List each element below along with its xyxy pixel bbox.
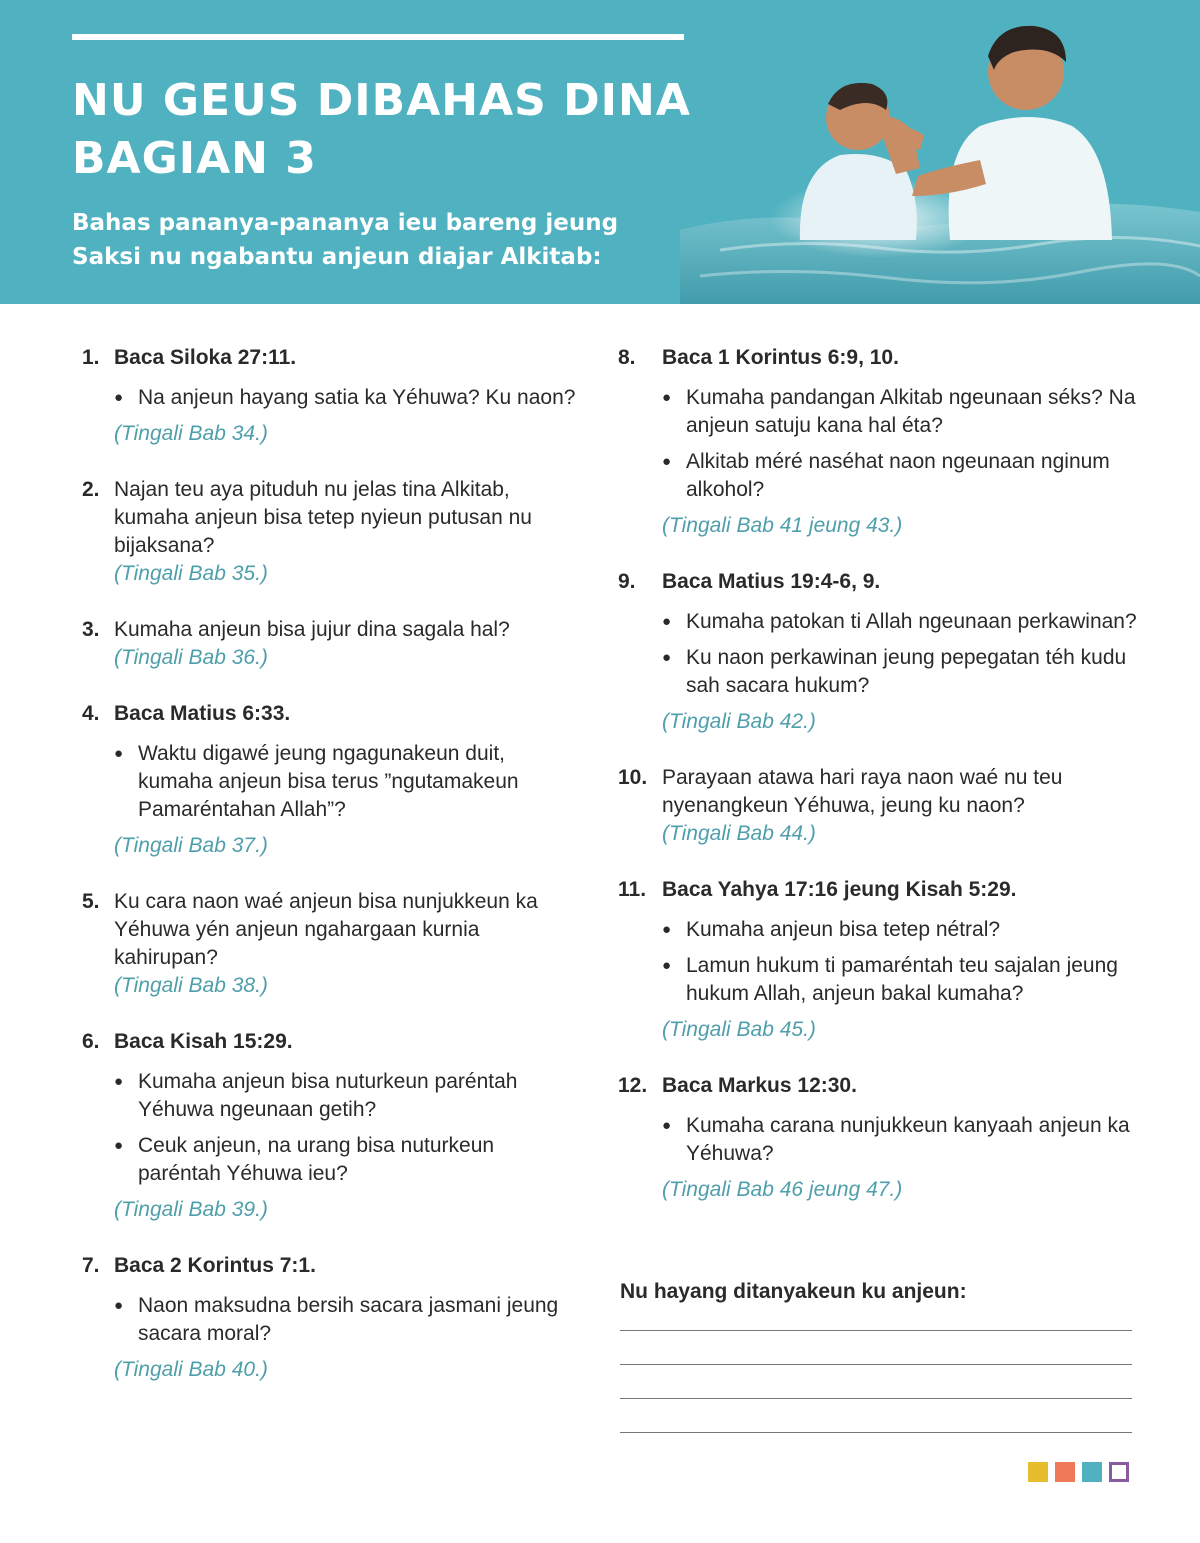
chapter-reference: (Tingali Bab 39.) [114, 1198, 268, 1221]
bullet-item: ● Ku naon perkawinan jeung pepegatan téh kudu sah sacara hukum? [662, 644, 1138, 700]
bullet-item: ● Naon maksudna bersih sacara jasmani jeung sacara moral? [114, 1292, 582, 1348]
bullet-item: ● Kumaha anjeun bisa tetep nétral? [662, 916, 1138, 944]
question-number: 10. [618, 766, 648, 789]
chapter-reference: (Tingali Bab 40.) [114, 1358, 268, 1381]
question-item [82, 616, 582, 672]
question-number: 9. [618, 570, 636, 593]
question-item [618, 876, 1138, 1044]
bullet-item: ● Kumaha patokan ti Allah ngeunaan perkawinan? [662, 608, 1138, 636]
question-number: 1. [82, 346, 100, 369]
chapter-reference: (Tingali Bab 41 jeung 43.) [662, 514, 903, 537]
question-text: Baca Yahya 17:16 jeung Kisah 5:29. [662, 878, 1017, 901]
teal-square-icon [1082, 1462, 1102, 1482]
purple-outline-square-icon [1109, 1462, 1129, 1482]
question-number: 11. [618, 878, 647, 901]
note-line[interactable] [620, 1330, 1132, 1331]
question-text: Baca Siloka 27:11. [114, 346, 297, 369]
bullet-list [114, 1292, 582, 1348]
notes-section [620, 1278, 1132, 1306]
chapter-reference: (Tingali Bab 37.) [114, 834, 268, 857]
note-line[interactable] [620, 1432, 1132, 1433]
notes-title: Nu hayang ditanyakeun ku anjeun: [620, 1280, 967, 1303]
question-item [618, 1072, 1138, 1204]
question-number: 7. [82, 1254, 100, 1277]
question-text: Najan teu aya pituduh nu jelas tina Alkitab, kumaha anjeun bisa tetep nyieun putusan nu bijaksana? [114, 478, 532, 557]
note-line[interactable] [620, 1364, 1132, 1365]
color-squares [1028, 1462, 1136, 1482]
question-text: Baca Matius 6:33. [114, 702, 291, 725]
chapter-reference: (Tingali Bab 44.) [662, 822, 816, 845]
bullet-list [662, 608, 1138, 700]
question-text: Baca 1 Korintus 6:9, 10. [662, 346, 899, 369]
title-line: BAGIAN 3 [72, 133, 317, 184]
question-number: 6. [82, 1030, 100, 1053]
chapter-reference: (Tingali Bab 36.) [114, 646, 268, 669]
question-text: Baca Matius 19:4-6, 9. [662, 570, 881, 593]
bullet-item: ● Kumaha carana nunjukkeun kanyaah anjeun ka Yéhuwa? [662, 1112, 1138, 1168]
baptism-illustration-icon [680, 0, 1200, 304]
bullet-item: ● Alkitab méré naséhat naon ngeunaan nginum alkohol? [662, 448, 1138, 504]
question-text: Baca 2 Korintus 7:1. [114, 1254, 316, 1277]
question-text: Baca Kisah 15:29. [114, 1030, 293, 1053]
question-text: Baca Markus 12:30. [662, 1074, 857, 1097]
question-text: Ku cara naon waé anjeun bisa nunjukkeun ka Yéhuwa yén anjeun ngahargaan kurnia kahirupan? [114, 890, 538, 969]
question-item [618, 568, 1138, 736]
question-item [82, 700, 582, 860]
bullet-list [662, 384, 1138, 504]
subtitle-line: Saksi nu ngabantu anjeun diajar Alkitab: [72, 244, 602, 270]
questions-left-column [82, 344, 582, 1412]
chapter-reference: (Tingali Bab 34.) [114, 422, 268, 445]
page-title [72, 72, 732, 188]
bullet-item: ● Kumaha pandangan Alkitab ngeunaan séks? Na anjeun satuju kana hal éta? [662, 384, 1138, 440]
yellow-square-icon [1028, 1462, 1048, 1482]
question-number: 2. [82, 478, 100, 501]
note-line[interactable] [620, 1398, 1132, 1399]
question-item [618, 344, 1138, 540]
subtitle-line: Bahas pananya-pananya ieu bareng jeung [72, 210, 619, 236]
page-subtitle [72, 206, 672, 274]
chapter-reference: (Tingali Bab 46 jeung 47.) [662, 1178, 903, 1201]
question-item [618, 764, 1138, 848]
question-number: 3. [82, 618, 100, 641]
question-number: 4. [82, 702, 100, 725]
question-number: 12. [618, 1074, 648, 1097]
bullet-list [114, 1068, 582, 1188]
bullet-list [662, 1112, 1138, 1168]
bullet-item: ● Waktu digawé jeung ngagunakeun duit, kumaha anjeun bisa terus ”ngutamakeun Pamaréntahan Allah”? [114, 740, 582, 824]
questions-right-column [618, 344, 1138, 1232]
question-item [82, 1028, 582, 1224]
question-number: 5. [82, 890, 100, 913]
header-rule [72, 34, 684, 40]
bullet-item: ● Lamun hukum ti pamaréntah teu sajalan jeung hukum Allah, anjeun bakal kumaha? [662, 952, 1138, 1008]
chapter-reference: (Tingali Bab 42.) [662, 710, 816, 733]
question-number: 8. [618, 346, 636, 369]
question-text: Parayaan atawa hari raya naon waé nu teu nyenangkeun Yéhuwa, jeung ku naon? [662, 766, 1063, 817]
orange-square-icon [1055, 1462, 1075, 1482]
chapter-reference: (Tingali Bab 38.) [114, 974, 268, 997]
bullet-list [114, 740, 582, 824]
title-line: NU GEUS DIBAHAS DINA [72, 75, 691, 126]
chapter-reference: (Tingali Bab 45.) [662, 1018, 816, 1041]
bullet-list [662, 916, 1138, 1008]
bullet-item: ● Kumaha anjeun bisa nuturkeun paréntah Yéhuwa ngeunaan getih? [114, 1068, 582, 1124]
question-item [82, 1252, 582, 1384]
chapter-reference: (Tingali Bab 35.) [114, 562, 268, 585]
header-banner [0, 0, 1200, 304]
question-item [82, 476, 582, 588]
bullet-item: ● Na anjeun hayang satia ka Yéhuwa? Ku naon? [114, 384, 582, 412]
bullet-item: ● Ceuk anjeun, na urang bisa nuturkeun paréntah Yéhuwa ieu? [114, 1132, 582, 1188]
question-item [82, 344, 582, 448]
question-text: Kumaha anjeun bisa jujur dina sagala hal? [114, 618, 510, 641]
question-item [82, 888, 582, 1000]
bullet-list [114, 384, 582, 412]
